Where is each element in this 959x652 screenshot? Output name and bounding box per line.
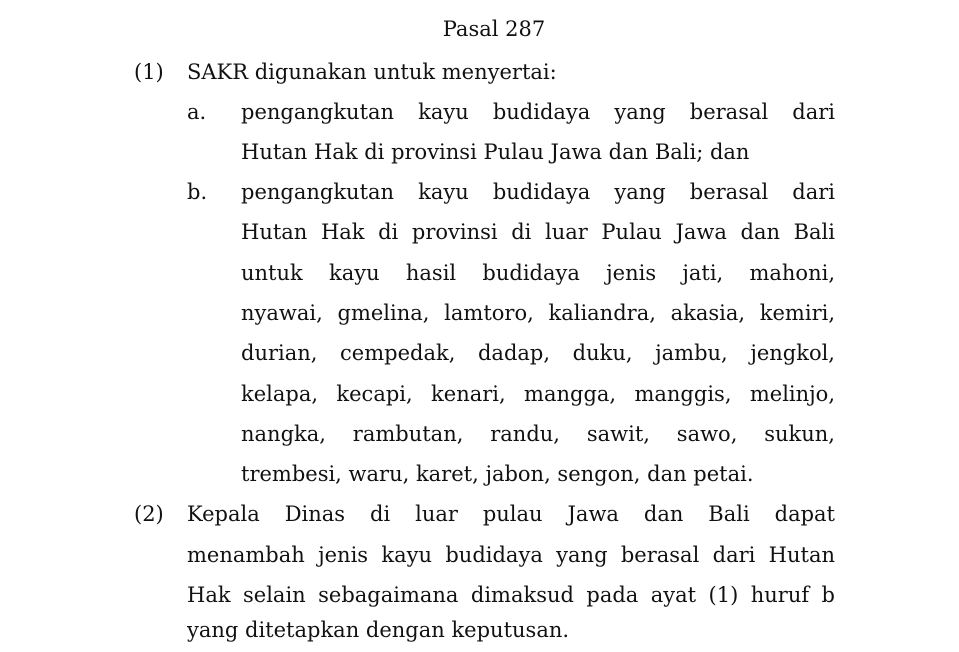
- item-b-text-line: nangka, rambutan, randu, sawit, sawo, sukun,: [241, 422, 835, 446]
- item-b-text-line: durian, cempedak, dadap, duku, jambu, jengkol,: [241, 341, 835, 365]
- article-title: Pasal 287: [442, 17, 546, 41]
- item-b-text-line: pengangkutan kayu budidaya yang berasal dari: [241, 180, 835, 204]
- clause-2-text-line: menambah jenis kayu budidaya yang berasal dari Hutan: [187, 543, 835, 567]
- item-b-text-line: Hutan Hak di provinsi di luar Pulau Jawa dan Bali: [241, 220, 835, 244]
- clause-2-text-line: Hak selain sebagaimana dimaksud pada ayat (1) huruf b: [187, 583, 835, 607]
- item-a-text-line: pengangkutan kayu budidaya yang berasal dari: [241, 100, 835, 124]
- item-b-text-line: trembesi, waru, karet, jabon, sengon, dan petai.: [241, 462, 754, 486]
- item-b-text-line: kelapa, kecapi, kenari, mangga, manggis, melinjo,: [241, 382, 835, 406]
- clause-1-number: (1): [134, 60, 164, 84]
- clause-2-text-line: yang ditetapkan dengan keputusan.: [187, 618, 570, 642]
- item-b-text-line: untuk kayu hasil budidaya jenis jati, mahoni,: [241, 261, 835, 285]
- item-a-letter: a.: [187, 100, 207, 124]
- clause-2-number: (2): [134, 502, 164, 526]
- clause-1-text: SAKR digunakan untuk menyertai:: [187, 60, 557, 84]
- item-b-letter: b.: [187, 180, 208, 204]
- item-b-text-line: nyawai, gmelina, lamtoro, kaliandra, akasia, kemiri,: [241, 301, 835, 325]
- clause-2-text-line: Kepala Dinas di luar pulau Jawa dan Bali dapat: [187, 502, 835, 526]
- item-a-text-line: Hutan Hak di provinsi Pulau Jawa dan Bali; dan: [241, 140, 750, 164]
